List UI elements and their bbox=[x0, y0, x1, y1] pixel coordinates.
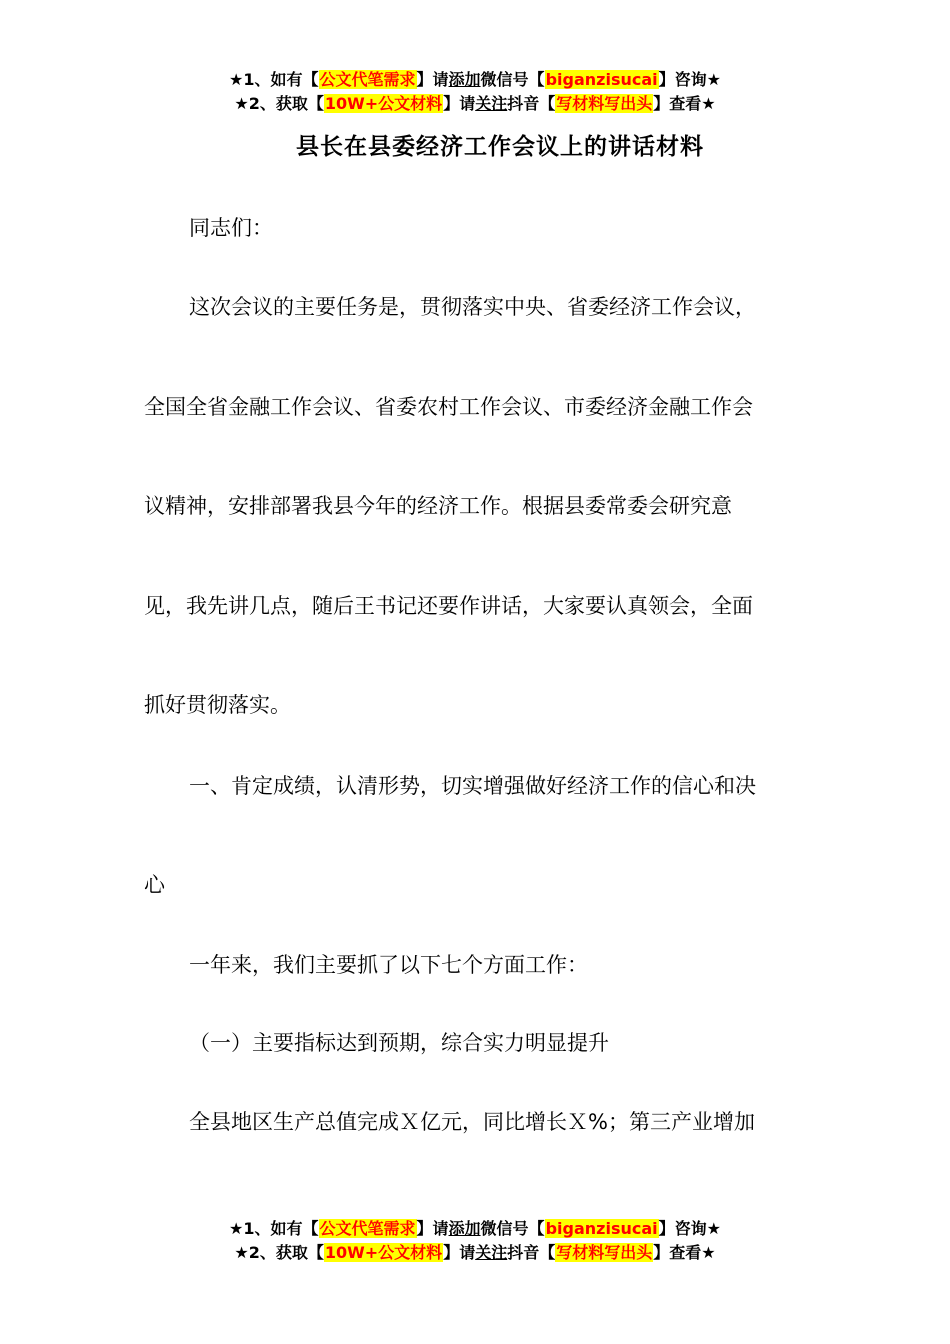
banner-text: 抖音【 bbox=[507, 1243, 556, 1262]
banner-line-2 bbox=[0, 92, 950, 116]
body-line: 议精神，安排部署我县今年的经济工作。根据县委常委会研究意 bbox=[144, 494, 732, 518]
body-line: 见，我先讲几点，随后王书记还要作讲话，大家要认真领会，全面 bbox=[144, 594, 753, 618]
document-title: 县长在县委经济工作会议上的讲话材料 bbox=[296, 134, 704, 160]
subsection-heading: （一）主要指标达到预期，综合实力明显提升 bbox=[189, 1031, 609, 1055]
highlight-materials: 10W+公文材料 bbox=[324, 1243, 443, 1262]
banner-text: ★1、如有【 bbox=[229, 70, 319, 89]
banner-text: 】请 bbox=[443, 94, 476, 113]
body-line: 全国全省金融工作会议、省委农村工作会议、市委经济金融工作会 bbox=[144, 395, 753, 419]
banner-line-1 bbox=[0, 68, 950, 92]
banner-text: 微信号【 bbox=[480, 70, 545, 89]
banner-text: 抖音【 bbox=[507, 94, 556, 113]
highlight-douyin-account: 写材料写出头 bbox=[556, 94, 653, 113]
underlined-add: 添加 bbox=[448, 70, 481, 89]
body-line: 这次会议的主要任务是，贯彻落实中央、省委经济工作会议， bbox=[189, 295, 756, 319]
highlight-douyin-account: 写材料写出头 bbox=[556, 1243, 653, 1262]
body-line: 全县地区生产总值完成Ｘ亿元，同比增长Ｘ%；第三产业增加 bbox=[189, 1110, 755, 1134]
banner-text: ★1、如有【 bbox=[229, 1219, 319, 1238]
banner-line-2 bbox=[0, 1241, 950, 1265]
body-line: 一年来，我们主要抓了以下七个方面工作： bbox=[189, 953, 588, 977]
banner-text: 】咨询★ bbox=[658, 70, 721, 89]
underlined-follow: 关注 bbox=[475, 1243, 508, 1262]
banner-text: 微信号【 bbox=[480, 1219, 545, 1238]
underlined-add: 添加 bbox=[448, 1219, 481, 1238]
footer-banner bbox=[0, 1217, 950, 1265]
body-line: 抓好贯彻落实。 bbox=[144, 693, 291, 717]
banner-text: 】查看★ bbox=[653, 94, 716, 113]
highlight-wechat-id: biganzisucai bbox=[545, 1219, 658, 1238]
banner-text: 】查看★ bbox=[653, 1243, 716, 1262]
section-heading: 一、肯定成绩，认清形势，切实增强做好经济工作的信心和决 bbox=[189, 774, 756, 798]
highlight-wechat-id: biganzisucai bbox=[545, 70, 658, 89]
banner-text: ★2、获取【 bbox=[234, 94, 324, 113]
underlined-follow: 关注 bbox=[475, 94, 508, 113]
banner-text: 】请 bbox=[443, 1243, 476, 1262]
salutation: 同志们： bbox=[189, 216, 273, 240]
highlight-service: 公文代笔需求 bbox=[319, 1219, 416, 1238]
section-heading-continued: 心 bbox=[144, 873, 165, 897]
highlight-service: 公文代笔需求 bbox=[319, 70, 416, 89]
banner-text: ★2、获取【 bbox=[234, 1243, 324, 1262]
banner-text: 】请 bbox=[416, 1219, 449, 1238]
banner-line-1 bbox=[0, 1217, 950, 1241]
header-banner bbox=[0, 68, 950, 116]
highlight-materials: 10W+公文材料 bbox=[324, 94, 443, 113]
banner-text: 】请 bbox=[416, 70, 449, 89]
banner-text: 】咨询★ bbox=[658, 1219, 721, 1238]
